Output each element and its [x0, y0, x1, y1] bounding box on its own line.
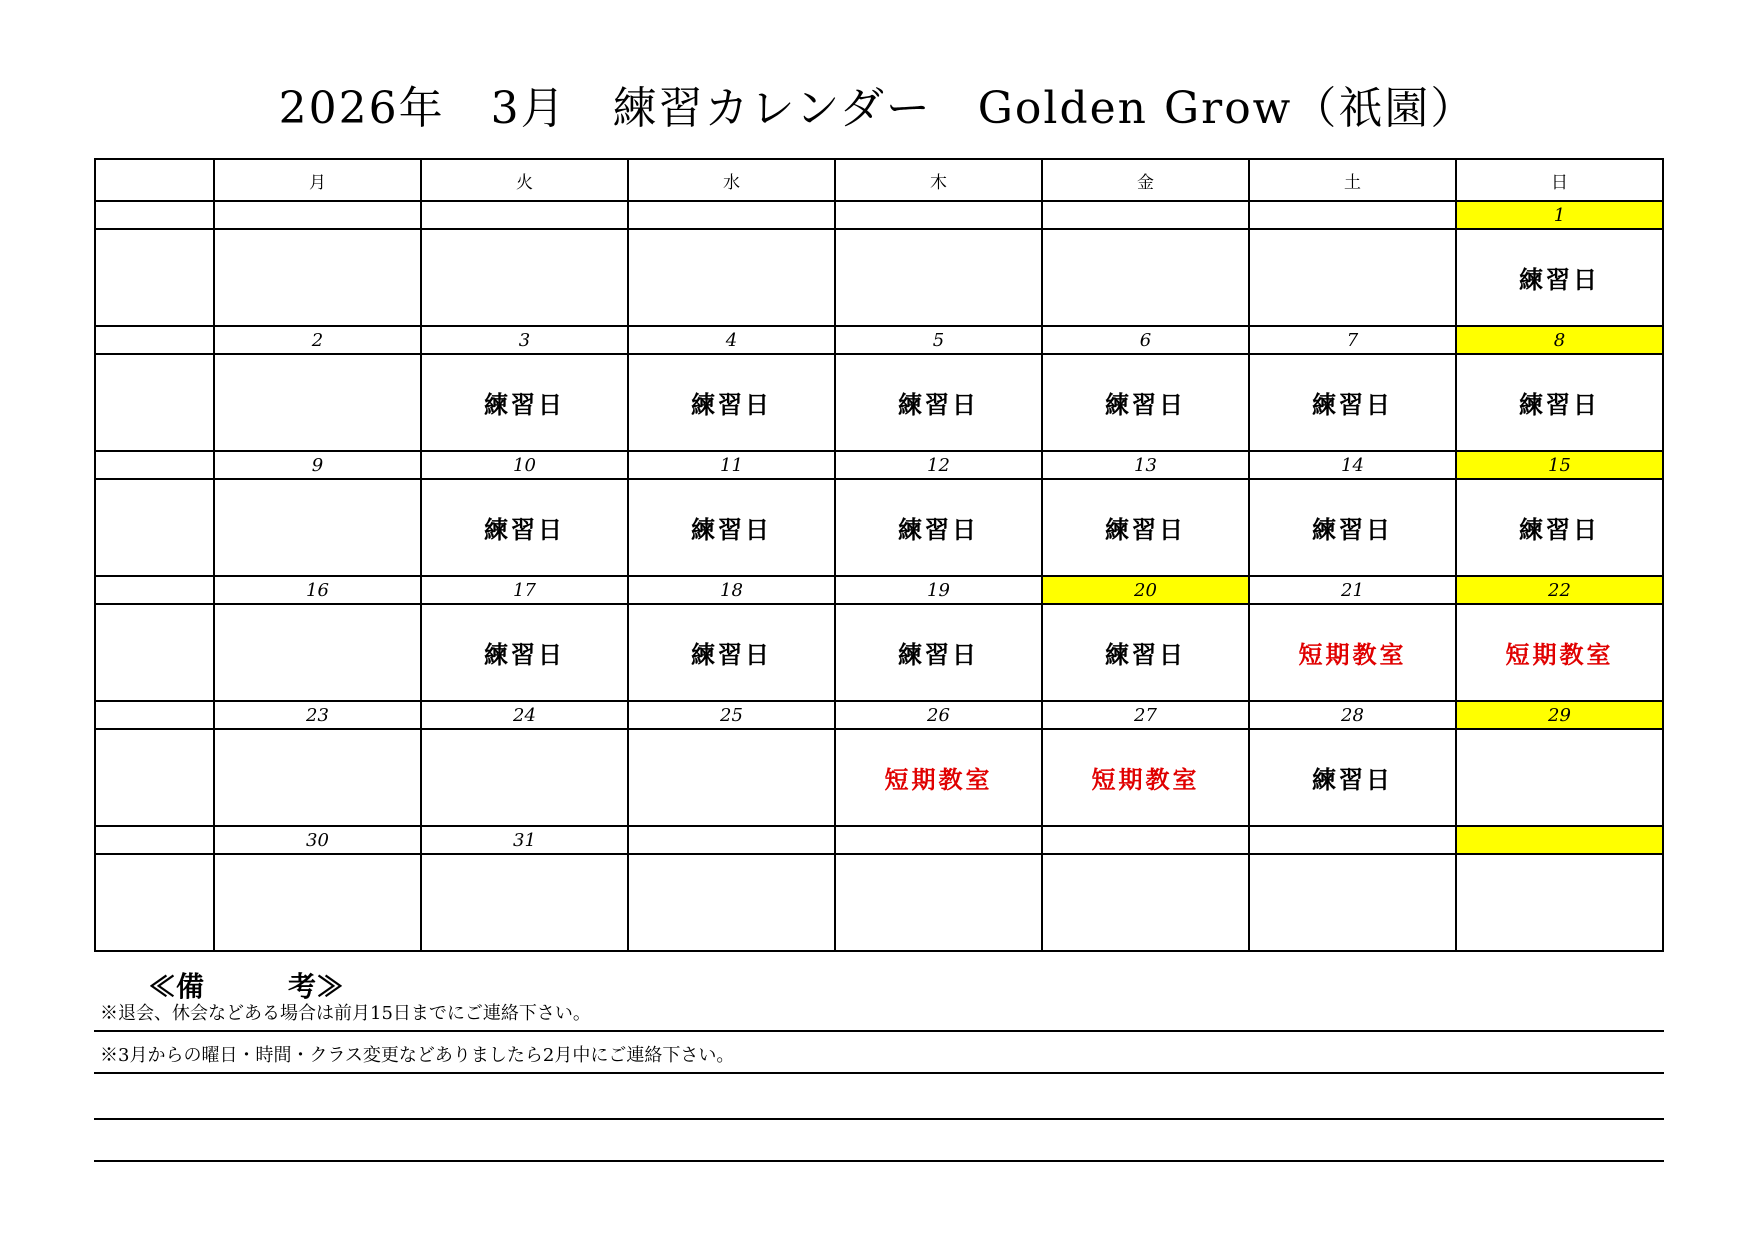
week-label-cell: [95, 604, 214, 701]
date-row-week-6: [95, 826, 1663, 854]
header-blank-cell: [95, 159, 214, 201]
date-cell-thu: [835, 826, 1042, 854]
weekday-tue: 火: [421, 159, 628, 201]
date-cell-sat: 14: [1249, 451, 1456, 479]
week-label-cell: [95, 729, 214, 826]
event-cell-fri: 練習日: [1042, 354, 1249, 451]
event-cell-thu: 短期教室: [835, 729, 1042, 826]
calendar-title: 2026年 3月 練習カレンダー Golden Grow（祇園）: [278, 83, 1477, 134]
event-cell-tue: [421, 854, 628, 951]
date-cell-sat: [1249, 826, 1456, 854]
event-cell-mon: [214, 604, 421, 701]
week-label-cell: [95, 479, 214, 576]
weekday-wed: 水: [628, 159, 835, 201]
event-cell-sat: 練習日: [1249, 354, 1456, 451]
week-label-cell: [95, 854, 214, 951]
note-line-1: ※退会、休会などある場合は前月15日までにご連絡下さい。: [94, 996, 1664, 1032]
date-cell-mon: 9: [214, 451, 421, 479]
event-cell-mon: [214, 729, 421, 826]
date-cell-sun: 22: [1456, 576, 1663, 604]
date-cell-tue: 31: [421, 826, 628, 854]
event-row-week-6: [95, 854, 1663, 951]
note-blank-line-4: [94, 1160, 1664, 1162]
week-label-cell: [95, 354, 214, 451]
date-cell-fri: [1042, 826, 1249, 854]
event-cell-tue: 練習日: [421, 479, 628, 576]
date-cell-sun: 8: [1456, 326, 1663, 354]
date-cell-thu: 26: [835, 701, 1042, 729]
event-row-week-5: [95, 729, 1663, 826]
date-cell-tue: 10: [421, 451, 628, 479]
event-cell-thu: 練習日: [835, 354, 1042, 451]
date-cell-wed: 11: [628, 451, 835, 479]
note-blank-line-3: [94, 1118, 1664, 1120]
event-cell-thu: 練習日: [835, 604, 1042, 701]
event-cell-tue: [421, 229, 628, 326]
event-cell-wed: [628, 854, 835, 951]
event-cell-wed: [628, 229, 835, 326]
event-cell-sun: 練習日: [1456, 479, 1663, 576]
event-cell-mon: [214, 854, 421, 951]
date-cell-wed: [628, 826, 835, 854]
week-label-cell: [95, 701, 214, 729]
weekday-sun: 日: [1456, 159, 1663, 201]
event-cell-fri: 練習日: [1042, 604, 1249, 701]
date-cell-mon: 16: [214, 576, 421, 604]
event-cell-wed: 練習日: [628, 604, 835, 701]
date-cell-sun: 29: [1456, 701, 1663, 729]
date-row-week-4: [95, 576, 1663, 604]
date-cell-tue: 17: [421, 576, 628, 604]
event-cell-mon: [214, 479, 421, 576]
event-cell-fri: [1042, 229, 1249, 326]
date-cell-mon: 23: [214, 701, 421, 729]
calendar-table: [94, 158, 1664, 952]
event-row-week-2: [95, 354, 1663, 451]
date-cell-wed: 4: [628, 326, 835, 354]
date-cell-fri: [1042, 201, 1249, 229]
weekday-fri: 金: [1042, 159, 1249, 201]
date-cell-tue: 24: [421, 701, 628, 729]
week-label-cell: [95, 826, 214, 854]
date-cell-thu: [835, 201, 1042, 229]
event-cell-wed: [628, 729, 835, 826]
week-label-cell: [95, 326, 214, 354]
date-cell-sat: [1249, 201, 1456, 229]
event-cell-sun: 短期教室: [1456, 604, 1663, 701]
event-cell-thu: [835, 229, 1042, 326]
date-cell-fri: 27: [1042, 701, 1249, 729]
date-cell-mon: [214, 201, 421, 229]
event-cell-wed: 練習日: [628, 479, 835, 576]
event-cell-thu: [835, 854, 1042, 951]
event-cell-mon: [214, 354, 421, 451]
date-cell-sun: [1456, 826, 1663, 854]
week-label-cell: [95, 576, 214, 604]
date-row-week-5: [95, 701, 1663, 729]
event-cell-sun: 練習日: [1456, 354, 1663, 451]
event-cell-tue: [421, 729, 628, 826]
notes-title: ≪備 考≫: [148, 970, 345, 1003]
event-cell-sun: [1456, 729, 1663, 826]
event-cell-sun: [1456, 854, 1663, 951]
date-cell-thu: 12: [835, 451, 1042, 479]
event-cell-mon: [214, 229, 421, 326]
event-cell-tue: 練習日: [421, 604, 628, 701]
date-row-week-1: [95, 201, 1663, 229]
date-cell-sat: 28: [1249, 701, 1456, 729]
week-label-cell: [95, 451, 214, 479]
date-cell-mon: 2: [214, 326, 421, 354]
event-row-week-4: [95, 604, 1663, 701]
weekday-thu: 木: [835, 159, 1042, 201]
event-cell-sat: 短期教室: [1249, 604, 1456, 701]
date-cell-tue: 3: [421, 326, 628, 354]
date-cell-wed: 25: [628, 701, 835, 729]
event-cell-sat: 練習日: [1249, 729, 1456, 826]
date-cell-wed: [628, 201, 835, 229]
date-cell-fri: 20: [1042, 576, 1249, 604]
date-cell-fri: 13: [1042, 451, 1249, 479]
week-label-cell: [95, 229, 214, 326]
weekday-mon: 月: [214, 159, 421, 201]
event-cell-fri: [1042, 854, 1249, 951]
date-cell-tue: [421, 201, 628, 229]
date-cell-fri: 6: [1042, 326, 1249, 354]
event-cell-fri: 練習日: [1042, 479, 1249, 576]
weekday-header-row: [95, 159, 1663, 201]
date-row-week-2: [95, 326, 1663, 354]
date-cell-sat: 7: [1249, 326, 1456, 354]
event-cell-thu: 練習日: [835, 479, 1042, 576]
event-cell-sat: 練習日: [1249, 479, 1456, 576]
date-cell-wed: 18: [628, 576, 835, 604]
event-cell-wed: 練習日: [628, 354, 835, 451]
event-cell-fri: 短期教室: [1042, 729, 1249, 826]
event-cell-sat: [1249, 229, 1456, 326]
event-row-week-3: [95, 479, 1663, 576]
date-cell-thu: 5: [835, 326, 1042, 354]
note-line-2: ※3月からの曜日・時間・クラス変更などありましたら2月中にご連絡下さい。: [94, 1038, 1664, 1074]
date-cell-mon: 30: [214, 826, 421, 854]
date-cell-thu: 19: [835, 576, 1042, 604]
event-cell-sun: 練習日: [1456, 229, 1663, 326]
event-row-week-1: [95, 229, 1663, 326]
date-row-week-3: [95, 451, 1663, 479]
date-cell-sun: 1: [1456, 201, 1663, 229]
date-cell-sun: 15: [1456, 451, 1663, 479]
weekday-sat: 土: [1249, 159, 1456, 201]
event-cell-tue: 練習日: [421, 354, 628, 451]
event-cell-sat: [1249, 854, 1456, 951]
week-label-cell: [95, 201, 214, 229]
date-cell-sat: 21: [1249, 576, 1456, 604]
